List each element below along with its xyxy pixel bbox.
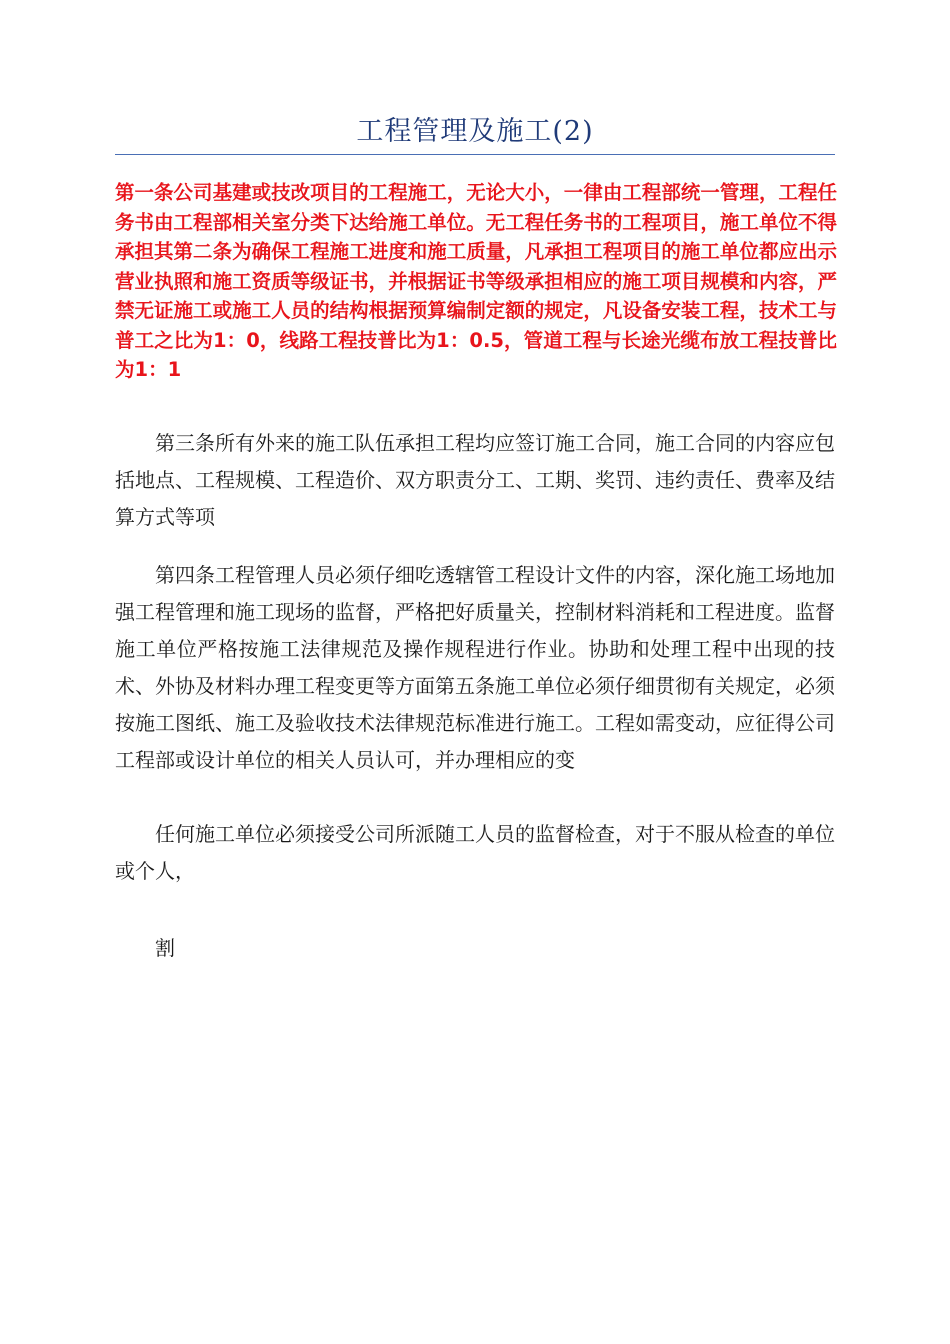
paragraph-supervision: 任何施工单位必须接受公司所派随工人员的监督检查，对于不服从检查的单位或个人， [115,822,835,883]
paragraph-article-4-5: 第四条工程管理人员必须仔细吃透辖管工程设计文件的内容，深化施工场地加强工程管理和施工现场的监督，严格把好质量关，控制材料消耗和工程进度。监督施工单位严格按施工法律规范及操作规程进行作业。协助和处理工程中出现的技术、外协及材料办理工程变更等方面第五条施工单位必须仔细贯彻有关规定，必须按施工图纸、施工及验收技术法律规范标准进行施工。工程如需变动，应征得公司工程部或设计单位的相关人员认可，并办理相应的变 [115,563,835,772]
document-title: 工程管理及施工(2) [356,116,594,147]
paragraph-article-3: 第三条所有外来的施工队伍承担工程均应签订施工合同，施工合同的内容应包括地点、工程规模、工程造价、双方职责分工、工期、奖罚、违约责任、费率及结算方式等项 [115,431,835,529]
lead-paragraph-highlighted: 第一条公司基建或技改项目的工程施工，无论大小，一律由工程部统一管理，工程任务书由工程部相关室分类下达给施工单位。无工程任务书的工程项目，施工单位不得承担其第二条为确保工程施工进度和施工质量，凡承担工程项目的施工单位都应出示营业执照和施工资质等级证书，并根据证书等级承担相应的施工项目规模和内容，严禁无证施工或施工人员的结构根据预算编制定额的规定，凡设备安装工程，技术工与普工之比为1：0，线路工程技普比为1：0.5，管道工程与长途光缆布放工程技普比为1：1 [115,181,837,381]
title-underline [115,154,835,155]
paragraph-fragment: 割 [155,936,175,960]
